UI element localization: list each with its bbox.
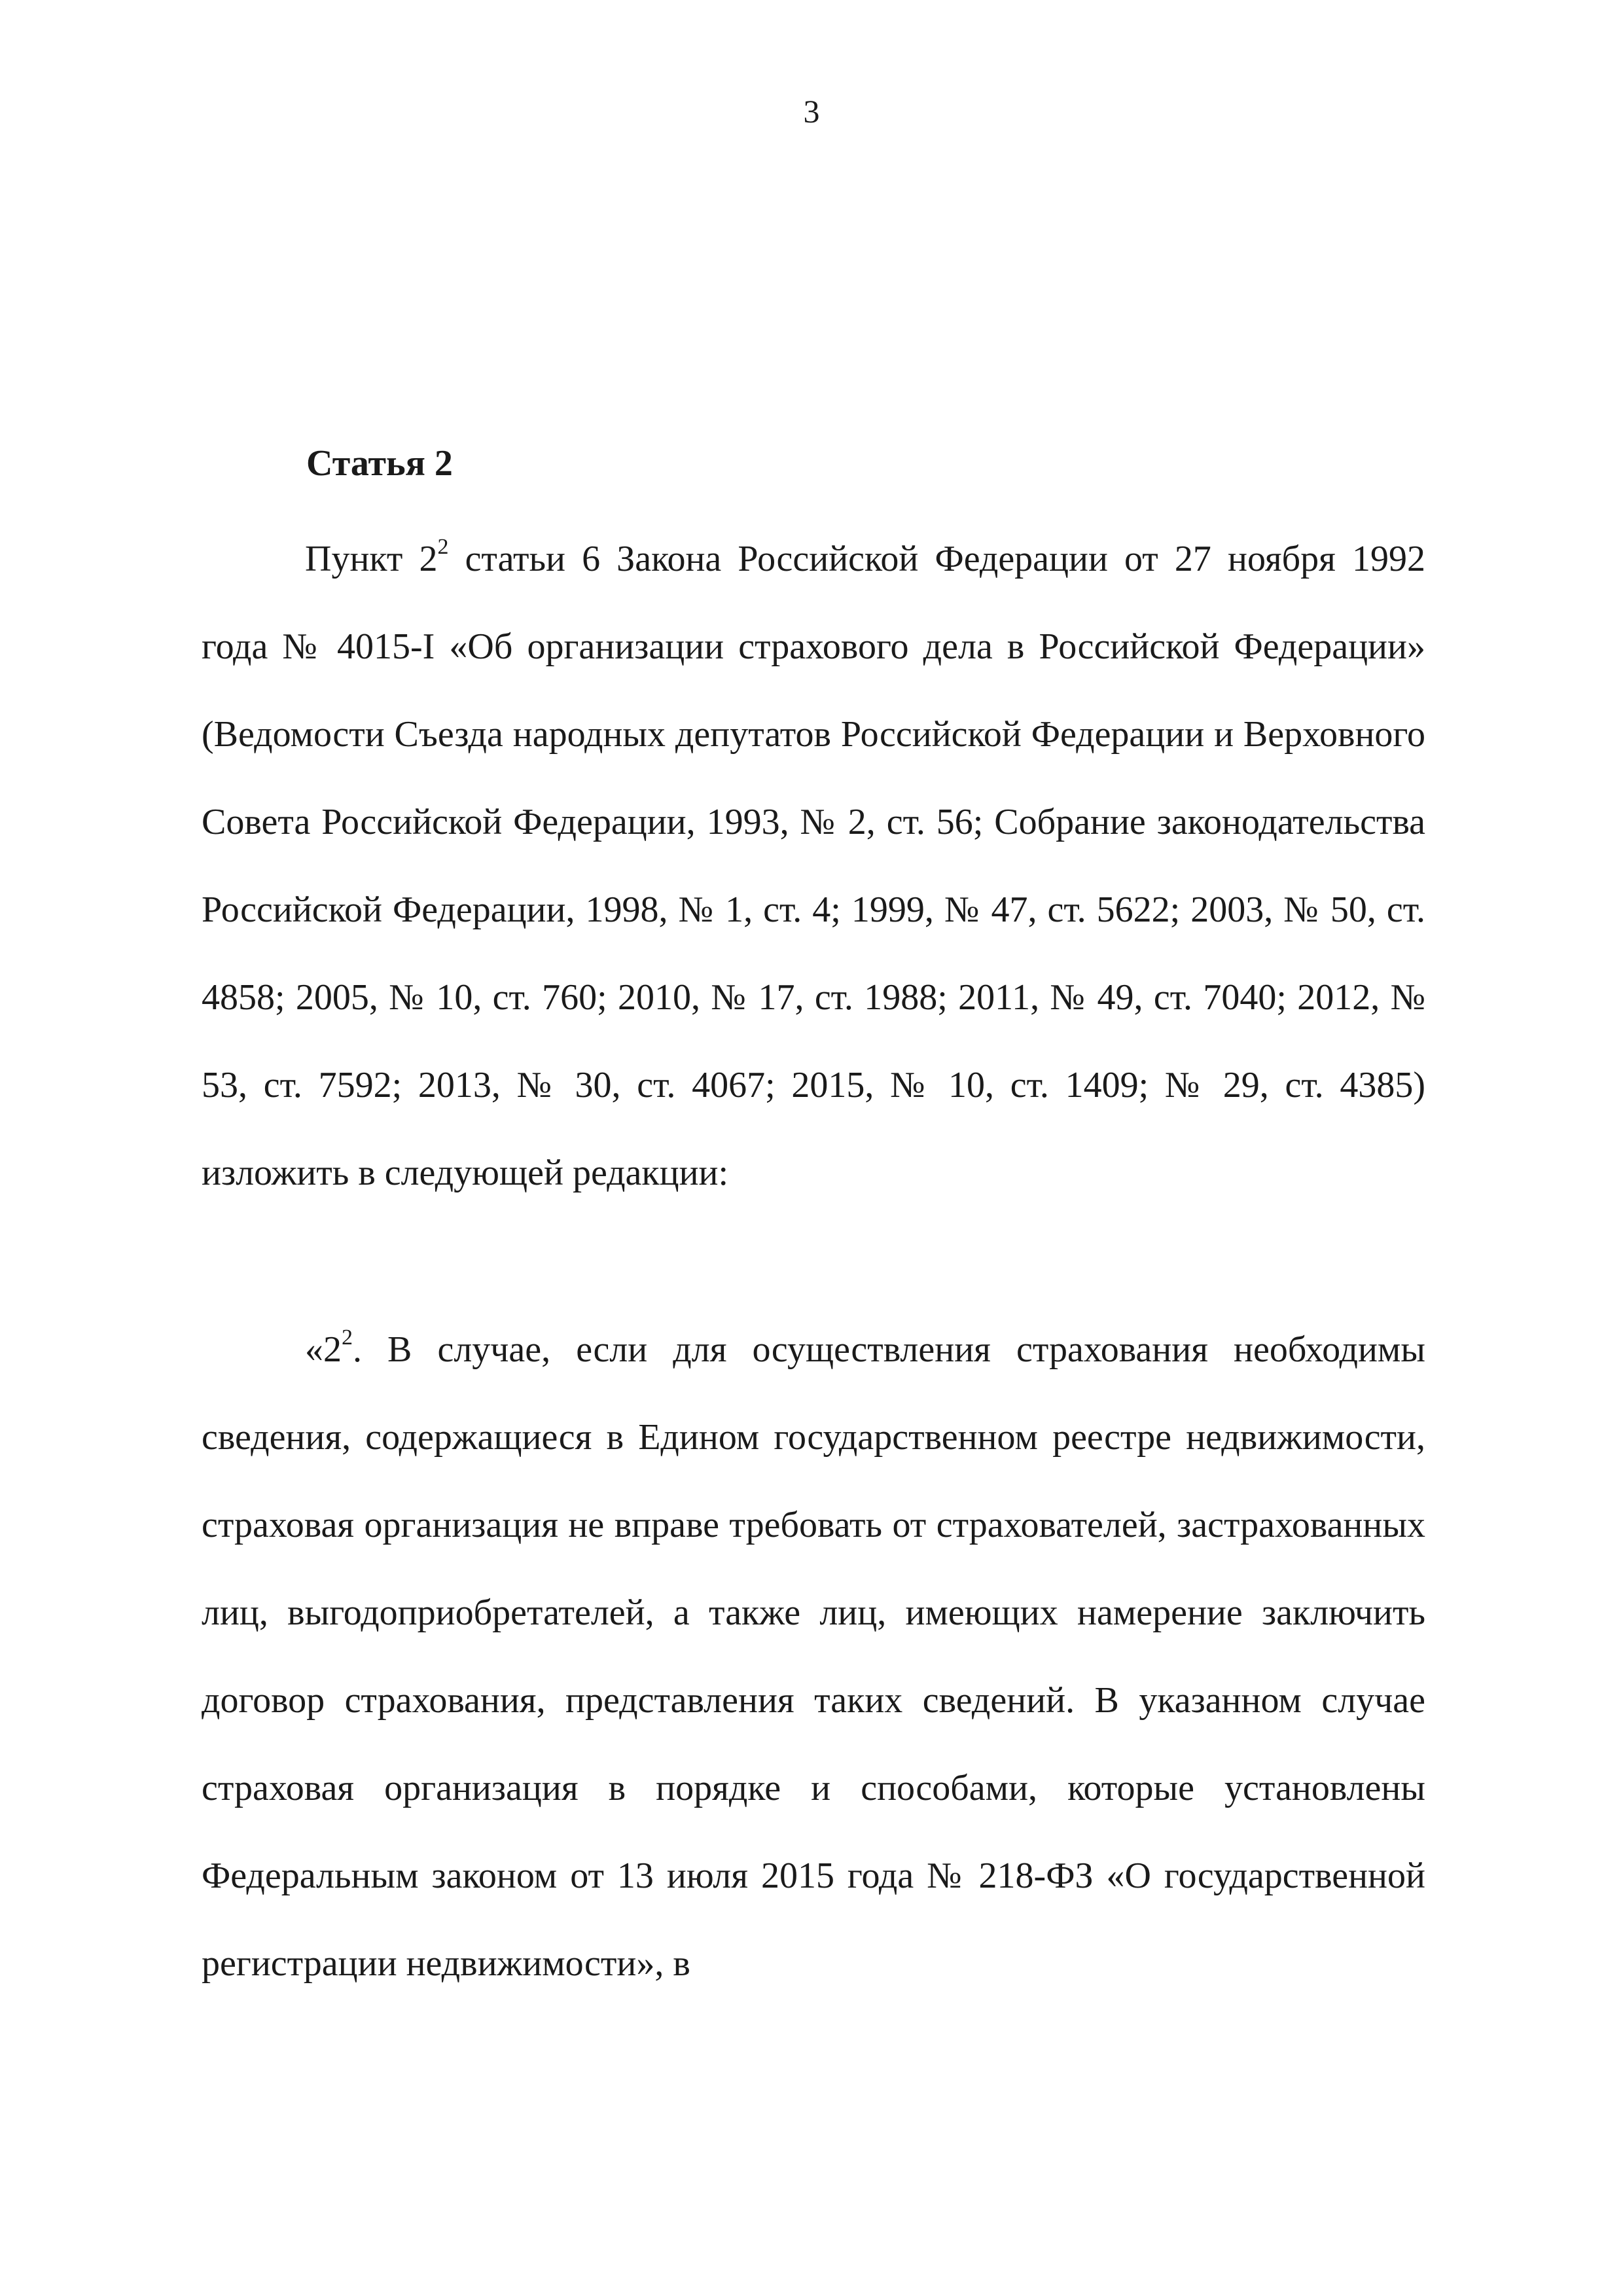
paragraph-prefix: «2	[305, 1329, 342, 1370]
superscript: 2	[342, 1325, 353, 1350]
paragraph-text: . В случае, если для осуществления страхования необходимы сведения, содержащиеся в Едином государственном реестре недвижимости, страховая организация не вправе требовать от страхователей, застрахованных лиц, выгодоприобретателей, а также лиц, имеющих намерение заключить договор страхования, представления таких сведений. В указанном случае страховая организация в порядке и способами, которые установлены Федеральным законом от 13 июля 2015 года № 218-ФЗ «О государственной регистрации недвижимости», в	[202, 1329, 1425, 1984]
paragraph-amendment-intro	[202, 515, 1425, 1217]
superscript: 2	[437, 535, 449, 560]
paragraph-prefix: Пункт 2	[305, 539, 438, 579]
article-heading: Статья 2	[306, 443, 453, 484]
paragraph-new-wording	[202, 1306, 1425, 2007]
page-number: 3	[803, 93, 820, 130]
paragraph-text: статьи 6 Закона Российской Федерации от 27 ноября 1992 года № 4015-I «Об организации страхового дела в Российской Федерации» (Ведомости Съезда народных депутатов Российской Федерации и Верховного Совета Российской Федерации, 1993, № 2, ст. 56; Собрание законодательства Российской Федерации, 1998, № 1, ст. 4; 1999, № 47, ст. 5622; 2003, № 50, ст. 4858; 2005, № 10, ст. 760; 2010, № 17, ст. 1988; 2011, № 49, ст. 7040; 2012, № 53, ст. 7592; 2013, № 30, ст. 4067; 2015, № 10, ст. 1409; № 29, ст. 4385) изложить в следующей редакции:	[202, 539, 1426, 1193]
